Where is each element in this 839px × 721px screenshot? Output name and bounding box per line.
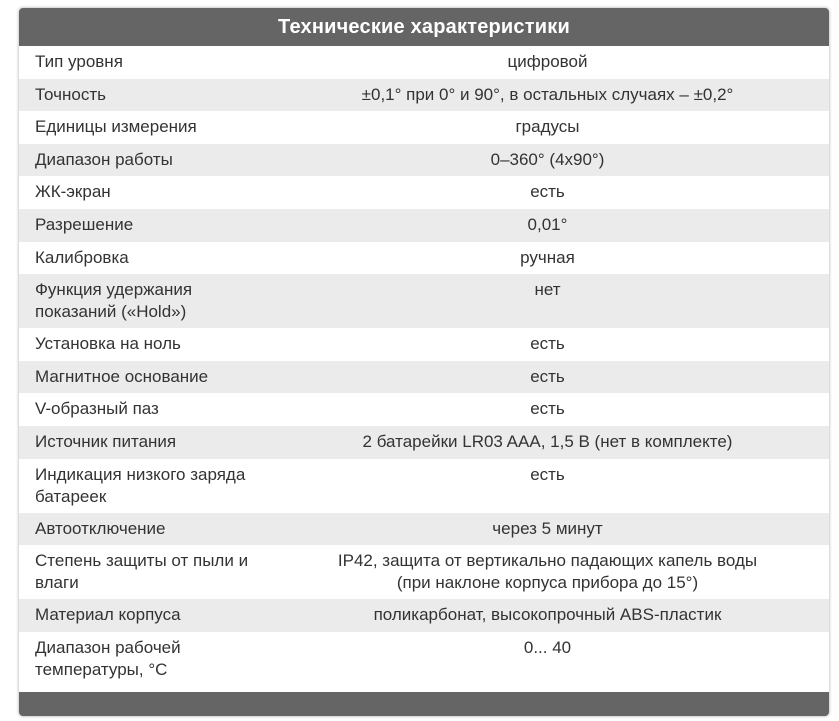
table-row (19, 361, 829, 394)
row-label: Точность (35, 84, 106, 104)
table-row (19, 274, 829, 328)
row-label: Материал корпуса (35, 605, 181, 625)
row-value: 2 батарейки LR03 AAA, 1,5 В (нет в комплекте) (362, 431, 733, 451)
row-label: Индикация низкого заряда батареек (35, 464, 246, 506)
row-value: есть (530, 366, 565, 386)
table-row (19, 242, 829, 275)
row-value: есть (530, 182, 565, 202)
row-value: поликарбонат, высокопрочный ABS-пластик (373, 605, 722, 625)
row-value: 0–360° (4х90°) (490, 149, 605, 169)
row-value: 0,01° (527, 214, 568, 234)
row-label: Установка на ноль (35, 334, 181, 354)
table-body (19, 46, 829, 686)
table-row (19, 545, 829, 599)
row-value: градусы (515, 117, 580, 137)
row-label: Калибровка (35, 247, 129, 267)
table-title: Технические характеристики (19, 8, 829, 46)
row-label: Разрешение (35, 214, 134, 234)
row-label: Автоотключение (35, 518, 166, 538)
row-value: ручная (520, 247, 575, 267)
table-row (19, 426, 829, 459)
row-label: Диапазон рабочей температуры, °С (35, 637, 181, 679)
row-label: Магнитное основание (35, 366, 209, 386)
table-row (19, 144, 829, 177)
table-footer-bar (19, 692, 829, 716)
table-row (19, 176, 829, 209)
row-label: Источник питания (35, 431, 177, 451)
table-row (19, 459, 829, 513)
row-value: нет (534, 280, 561, 300)
table-row (19, 632, 829, 686)
specifications-table (19, 8, 829, 716)
row-value: есть (530, 399, 565, 419)
row-value: 0... 40 (523, 637, 572, 657)
row-value: есть (530, 464, 565, 484)
row-label: ЖК-экран (35, 182, 111, 202)
table-row (19, 513, 829, 546)
row-value: IP42, защита от вертикально падающих капель воды (при наклоне корпуса прибора до 15°) (337, 551, 758, 593)
row-label: Функция удержания показаний («Hold») (35, 280, 193, 322)
row-label: Диапазон работы (35, 149, 173, 169)
table-row (19, 46, 829, 79)
row-value: цифровой (507, 52, 588, 71)
table-row (19, 328, 829, 361)
table-row (19, 393, 829, 426)
table-row (19, 111, 829, 144)
row-label: V-образный паз (35, 399, 159, 419)
row-label: Степень защиты от пыли и влаги (35, 551, 249, 593)
row-value: есть (530, 334, 565, 354)
row-label: Единицы измерения (35, 117, 197, 137)
row-label: Тип уровня (35, 52, 123, 71)
table-row (19, 599, 829, 632)
row-value: ±0,1° при 0° и 90°, в остальных случаях – ±0,2° (361, 84, 734, 104)
row-value: через 5 минут (492, 518, 603, 538)
table-row (19, 209, 829, 242)
table-row (19, 79, 829, 112)
